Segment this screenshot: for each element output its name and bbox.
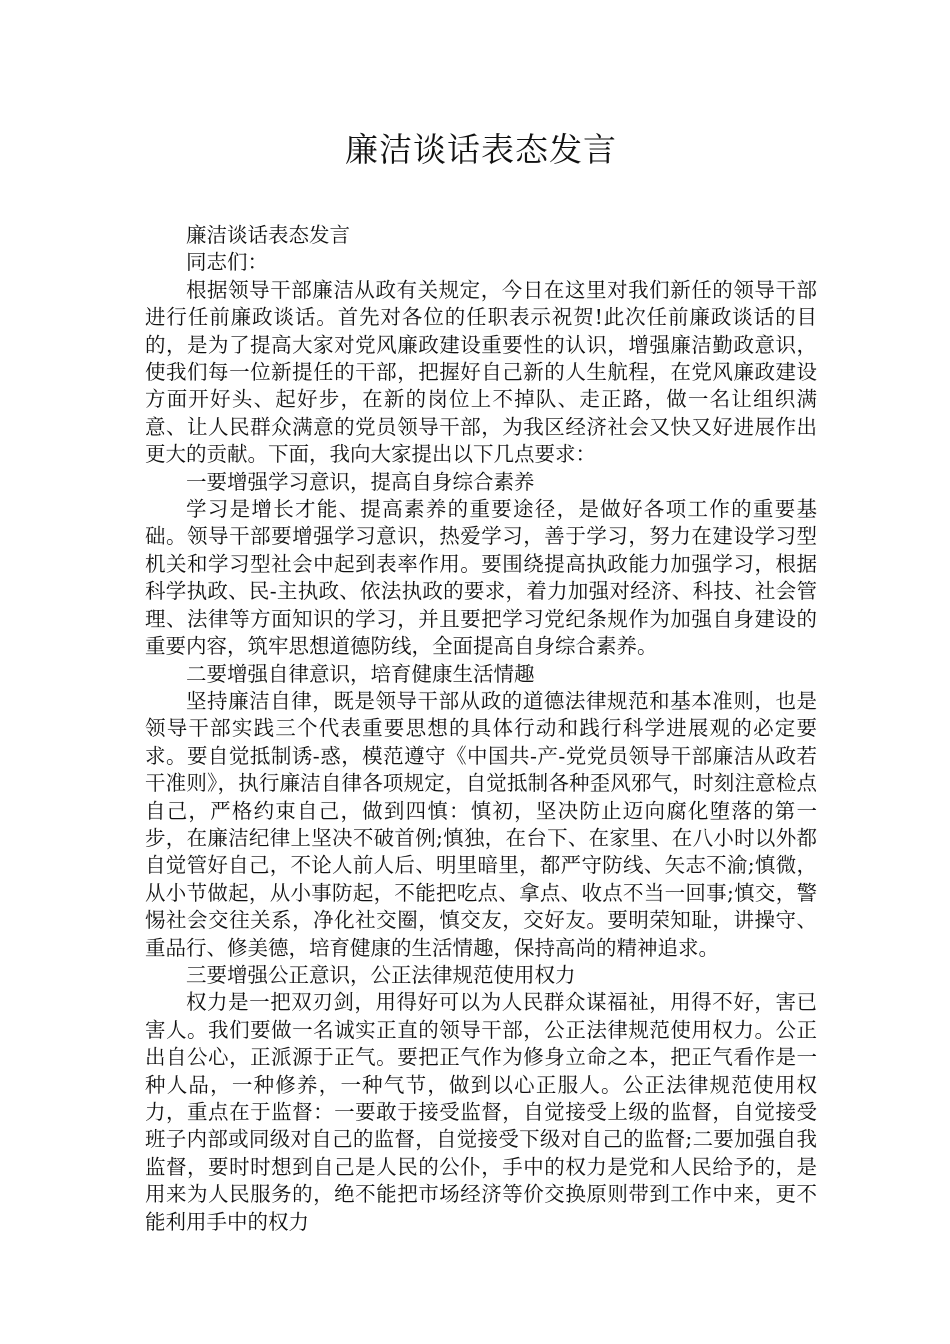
document-body <box>145 222 817 1236</box>
paragraph-subtitle: 廉洁谈话表态发言 <box>186 223 350 247</box>
paragraph-section-3: 权力是一把双刃剑，用得好可以为人民群众谋福祉，用得不好，害已害人。我们要做一名诚实正直的领导干部，公正法律规范使用权力。公正出自公心，正派源于正气。要把正气作为修身立命之本，把正气看作是一种人品，一种修养，一种气节，做到以心正服人。公正法律规范使用权力，重点在于监督：一要敢于接受监督，自觉接受上级的监督，自觉接受班子内部或同级对自己的监督，自觉接受下级对自己的监督;二要加强自我监督，要时时想到自己是人民的公仆，手中的权力是党和人民给予的，是用来为人民服务的，绝不能把市场经济等价交换原则带到工作中来，更不能利用手中的权力 <box>145 990 817 1234</box>
document-title: 廉洁谈话表态发言 <box>345 130 617 169</box>
paragraph-section-1: 学习是增长才能、提高素养的重要途径，是做好各项工作的重要基础。领导干部要增强学习意识，热爱学习，善于学习，努力在建设学习型机关和学习型社会中起到表率作用。要围绕提高执政能力加强学习，根据科学执政、民-主执政、依法执政的要求，着力加强对经济、科技、社会管理、法律等方面知识的学习，并且要把学习党纪条规作为加强自身建设的重要内容，筑牢思想道德防线，全面提高自身综合素养。 <box>145 497 817 659</box>
document-page <box>145 0 817 1236</box>
section-heading-1: 一要增强学习意识，提高自身综合素养 <box>186 469 535 494</box>
paragraph-intro: 根据领导干部廉洁从政有关规定，今日在这里对我们新任的领导干部进行任前廉政谈话。首先对各位的任职表示祝贺!此次任前廉政谈话的目的，是为了提高大家对党风廉政建设重要性的认识，增强廉洁勤政意识，使我们每一位新提任的干部，把握好自己新的人生航程，在党风廉政建设方面开好头、起好步，在新的岗位上不掉队、走正路，做一名让组织满意、让人民群众满意的党员领导干部，为我区经济社会又快又好进展作出更大的贡献。下面，我向大家提出以下几点要求： <box>145 277 817 467</box>
section-heading-3: 三要增强公正意识，公正法律规范使用权力 <box>186 962 576 987</box>
section-heading-2: 二要增强自律意识，培育健康生活情趣 <box>186 661 535 686</box>
paragraph-salutation: 同志们： <box>186 250 268 275</box>
paragraph-section-2: 坚持廉洁自律，既是领导干部从政的道德法律规范和基本准则，也是领导干部实践三个代表重要思想的具体行动和践行科学进展观的必定要求。要自觉抵制诱-惑，模范遵守《中国共-产-党党员领导干部廉洁从政若干准则》，执行廉洁自律各项规定，自觉抵制各种歪风邪气，时刻注意检点自己，严格约束自己，做到四慎：慎初，坚决防止迈向腐化堕落的第一步，在廉洁纪律上坚决不破首例;慎独，在台下、在家里、在八小时以外都自觉管好自己，不论人前人后、明里暗里，都严守防线、矢志不渝;慎微，从小节做起，从小事防起，不能把吃点、拿点、收点不当一回事;慎交，警惕社会交往关系，净化社交圈，慎交友，交好友。要明荣知耻，讲操守、重品行、修美德，培育健康的生活情趣，保持高尚的精神追求。 <box>145 688 817 960</box>
